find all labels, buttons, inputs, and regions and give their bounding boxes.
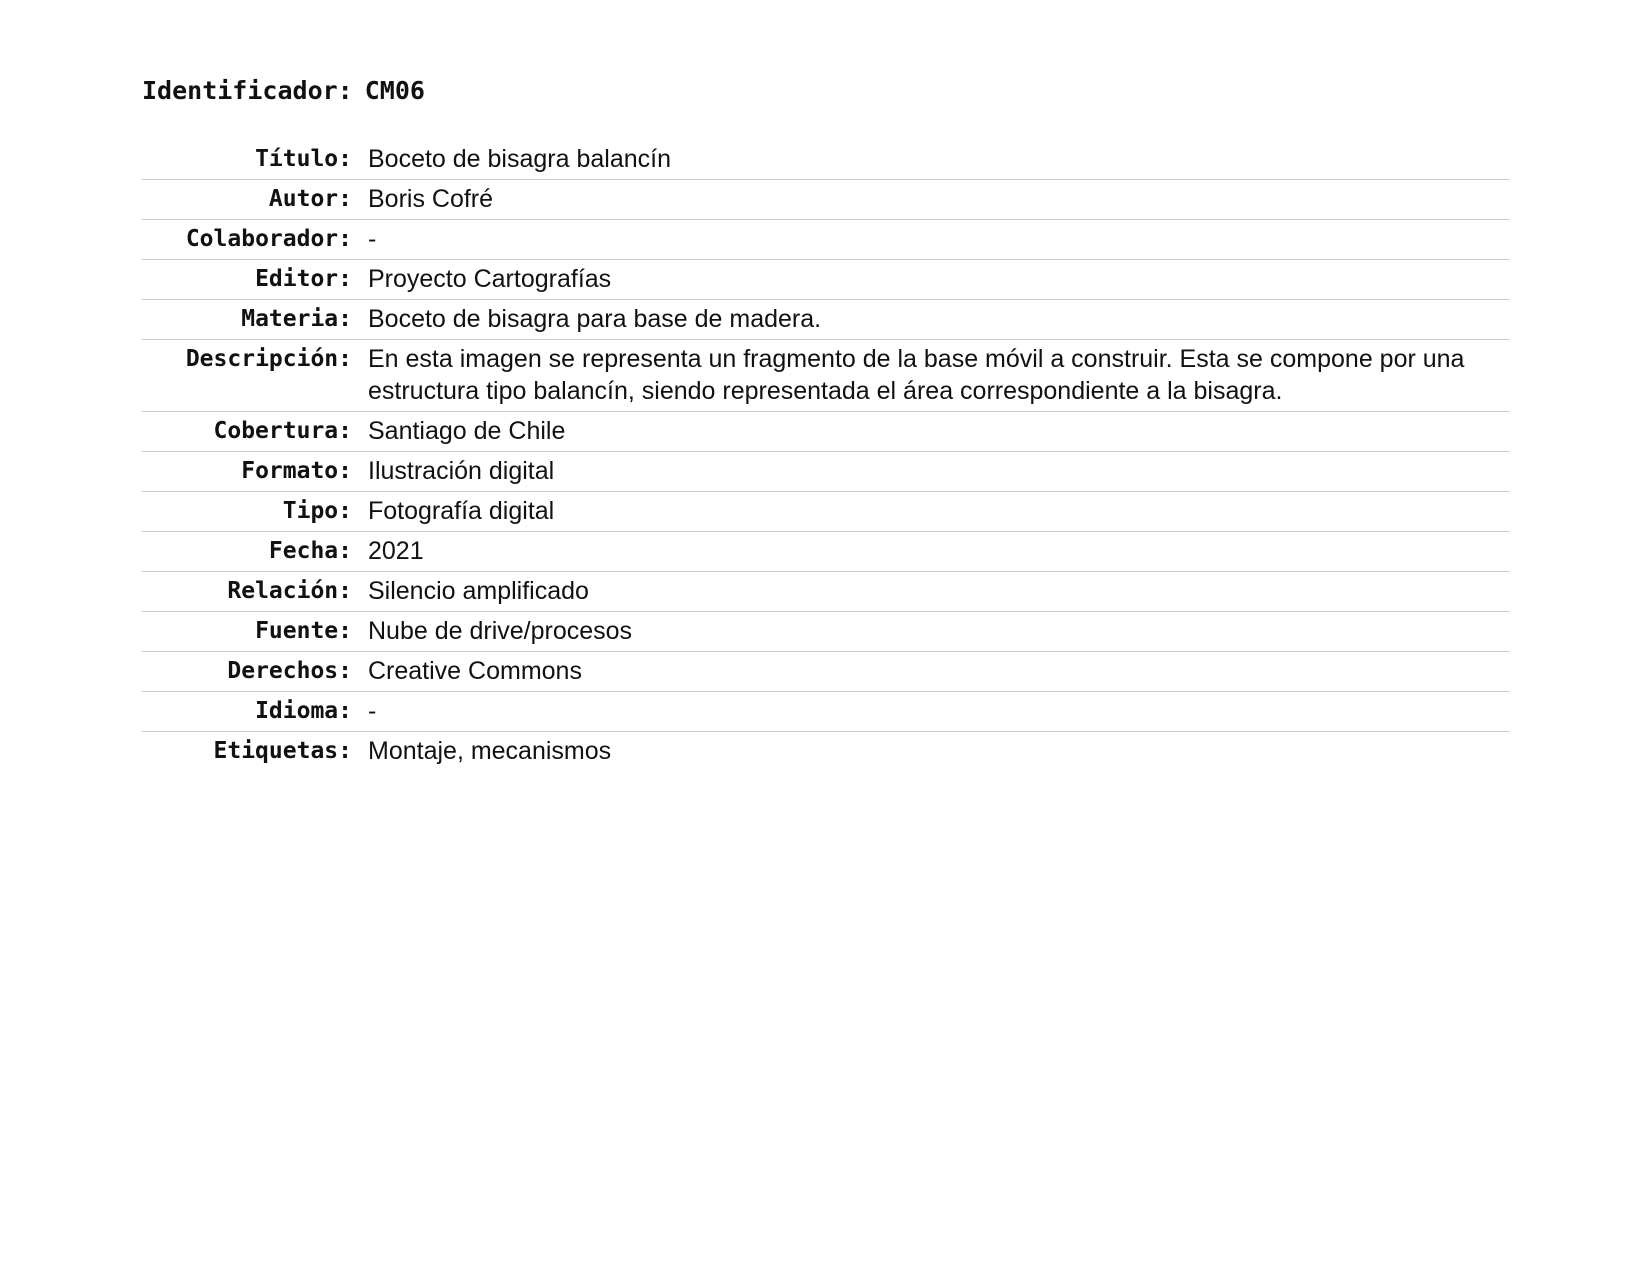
identifier-value: CM06 <box>364 76 425 105</box>
field-value: 2021 <box>368 532 1510 572</box>
field-label: Tipo: <box>142 492 368 532</box>
field-label: Descripción: <box>142 340 368 412</box>
field-label: Fuente: <box>142 612 368 652</box>
field-label: Autor: <box>142 180 368 220</box>
field-label: Formato: <box>142 452 368 492</box>
field-row-cobertura <box>142 412 1510 452</box>
field-label: Relación: <box>142 572 368 612</box>
field-row-materia <box>142 300 1510 340</box>
field-row-titulo <box>142 140 1510 180</box>
field-label: Materia: <box>142 300 368 340</box>
field-value: Boceto de bisagra para base de madera. <box>368 300 1510 340</box>
field-row-fecha <box>142 532 1510 572</box>
field-row-derechos <box>142 652 1510 692</box>
metadata-record <box>142 72 1510 771</box>
field-label: Fecha: <box>142 532 368 572</box>
field-value: Montaje, mecanismos <box>368 737 612 765</box>
field-value: Ilustración digital <box>368 452 1510 492</box>
field-value: En esta imagen se representa un fragmento de la base móvil a construir. Esta se compone por una estructura tipo balancín, siendo representada el área correspondiente a la bisagra. <box>368 340 1510 412</box>
field-label: Colaborador: <box>142 220 368 260</box>
field-value: Boris Cofré <box>368 180 1510 220</box>
metadata-table <box>142 140 1510 771</box>
field-row-tipo <box>142 492 1510 532</box>
field-label: Derechos: <box>142 652 368 692</box>
field-row-fuente <box>142 612 1510 652</box>
field-value: Fotografía digital <box>368 492 1510 532</box>
field-label: Editor: <box>142 260 368 300</box>
field-value: Santiago de Chile <box>368 412 1510 452</box>
field-row-descripcion <box>142 340 1510 412</box>
field-row-relacion <box>142 572 1510 612</box>
field-row-formato <box>142 452 1510 492</box>
field-row-etiquetas <box>142 732 1510 772</box>
field-value: - <box>368 692 1510 732</box>
field-label: Cobertura: <box>142 412 368 452</box>
identifier-label: Identificador: <box>142 76 353 105</box>
field-row-editor <box>142 260 1510 300</box>
field-row-idioma <box>142 692 1510 732</box>
field-value: Proyecto Cartografías <box>368 260 1510 300</box>
field-row-autor <box>142 180 1510 220</box>
field-value: Silencio amplificado <box>368 572 1510 612</box>
identifier-line <box>142 72 1510 110</box>
field-value: Boceto de bisagra balancín <box>368 140 1510 180</box>
field-value: Creative Commons <box>368 652 1510 692</box>
field-label: Idioma: <box>142 692 368 732</box>
field-value: Nube de drive/procesos <box>368 612 1510 652</box>
field-label: Título: <box>142 140 368 180</box>
field-row-colaborador <box>142 220 1510 260</box>
field-value: - <box>368 220 1510 260</box>
field-label: Etiquetas: <box>213 738 352 764</box>
